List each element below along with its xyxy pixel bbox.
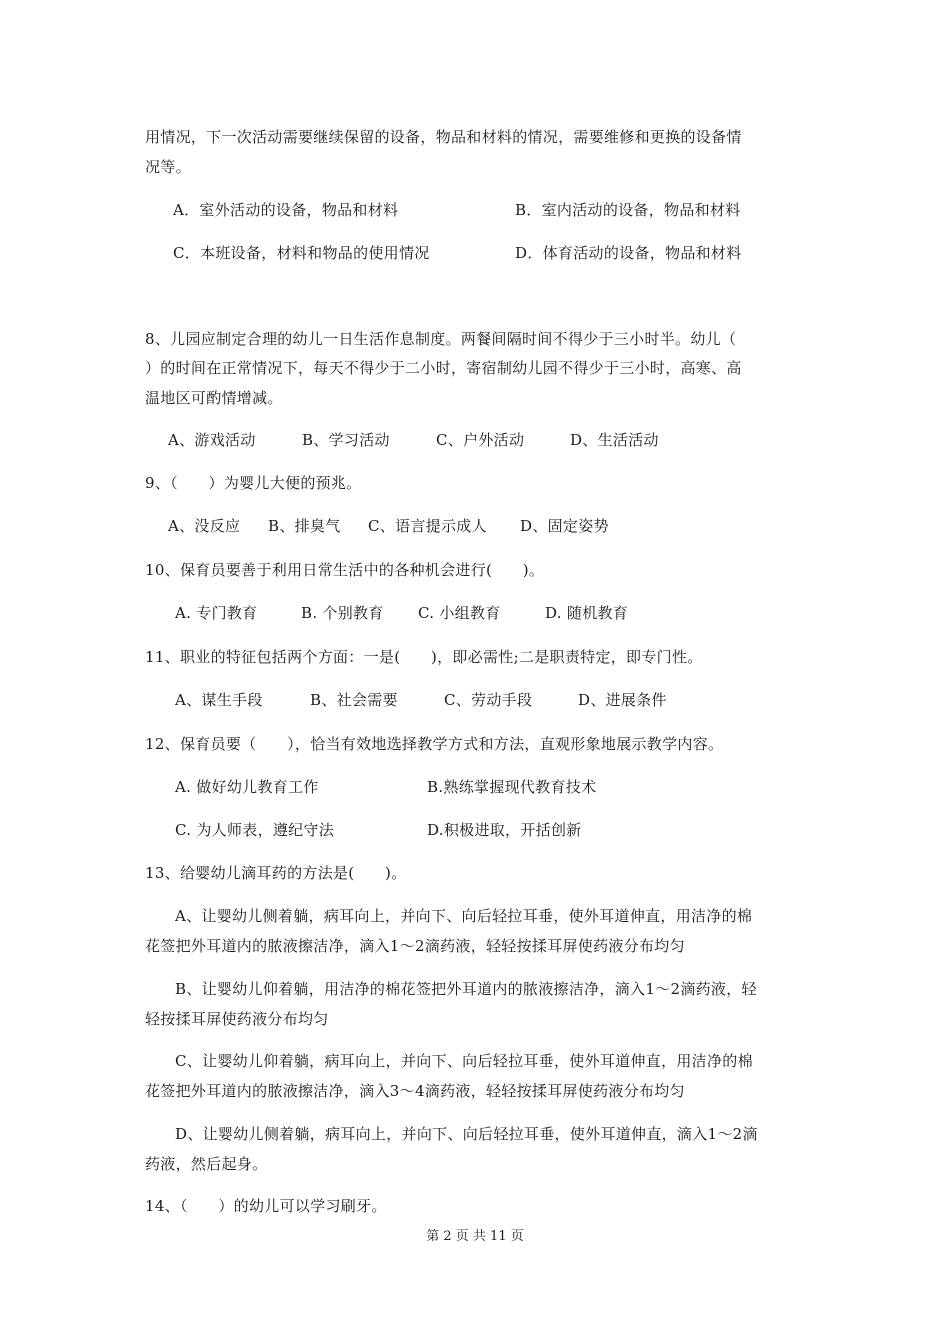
q13-option-d-line-1: D、让婴幼儿侧着躺，病耳向上，并向下、向后轻拉耳垂，使外耳道伸直，滴入1～2滴 — [175, 1125, 758, 1143]
q10-option-b: B. 个别教育 — [301, 604, 384, 622]
q13-stem: 13、给婴幼儿滴耳药的方法是( )。 — [145, 864, 407, 882]
q13-option-b-line-1: B、让婴幼儿仰着躺，用洁净的棉花签把外耳道内的脓液擦洁净，滴入1～2滴药液，轻 — [175, 980, 757, 998]
q11-option-d: D、进展条件 — [578, 691, 667, 709]
intro-line-1: 用情况，下一次活动需要继续保留的设备，物品和材料的情况，需要维修和更换的设备情 — [145, 128, 742, 146]
q8-option-a: A、游戏活动 — [168, 431, 256, 449]
q13-option-c-line-1: C、让婴幼儿仰着躺，病耳向上，并向下、向后轻拉耳垂，使外耳道伸直，用洁净的棉 — [175, 1052, 753, 1070]
q9-option-b: B、排臭气 — [268, 517, 341, 535]
q11-option-a: A、谋生手段 — [175, 691, 263, 709]
q14-stem: 14、（ ）的幼儿可以学习刷牙。 — [145, 1197, 387, 1215]
q8-stem-line-1: 8、儿园应制定合理的幼儿一日生活作息制度。两餐间隔时间不得少于三小时半。幼儿（ — [145, 330, 737, 348]
q8-option-d: D、生活活动 — [570, 431, 659, 449]
q13-option-b-line-2: 轻按揉耳屏使药液分布均匀 — [145, 1010, 329, 1028]
page-footer: 第 2 页 共 11 页 — [426, 1229, 524, 1244]
q9-stem: 9、（ ）为婴儿大便的预兆。 — [145, 474, 362, 492]
q12-option-c: C. 为人师表，遵纪守法 — [175, 821, 335, 839]
q12-stem: 12、保育员要（ ），恰当有效地选择教学方式和方法，直观形象地展示教学内容。 — [145, 735, 724, 753]
q8-stem-line-3: 温地区可酌情增减。 — [145, 389, 283, 407]
q8-option-b: B、学习活动 — [302, 431, 390, 449]
q10-stem: 10、保育员要善于利用日常生活中的各种机会进行( )。 — [145, 561, 545, 579]
q7-option-a: A．室外活动的设备，物品和材料 — [173, 201, 399, 219]
q13-option-c-line-2: 花签把外耳道内的脓液擦洁净，滴入3～4滴药液，轻轻按揉耳屏使药液分布均匀 — [145, 1082, 685, 1100]
q8-stem-line-2: ）的时间在正常情况下，每天不得少于二小时，寄宿制幼儿园不得少于三小时，高寒、高 — [145, 359, 742, 377]
q8-option-c: C、户外活动 — [436, 431, 525, 449]
q13-option-a-line-1: A、让婴幼儿侧着躺，病耳向上，并向下、向后轻拉耳垂，使外耳道伸直，用洁净的棉 — [175, 907, 753, 925]
q10-option-a: A. 专门教育 — [175, 604, 258, 622]
q9-option-c: C、语言提示成人 — [368, 517, 487, 535]
q10-option-c: C. 小组教育 — [418, 604, 501, 622]
q13-option-d-line-2: 药液，然后起身。 — [145, 1155, 268, 1173]
q7-option-b: B．室内活动的设备，物品和材料 — [515, 201, 741, 219]
q11-stem: 11、职业的特征包括两个方面：一是( )，即必需性;二是职责特定，即专门性。 — [145, 648, 703, 666]
q11-option-c: C、劳动手段 — [444, 691, 533, 709]
q9-option-d: D、固定姿势 — [520, 517, 609, 535]
intro-line-2: 况等。 — [145, 158, 191, 176]
q10-option-d: D. 随机教育 — [545, 604, 629, 622]
q12-option-a: A. 做好幼儿教育工作 — [175, 778, 319, 796]
q13-option-a-line-2: 花签把外耳道内的脓液擦洁净，滴入1～2滴药液，轻轻按揉耳屏使药液分布均匀 — [145, 937, 685, 955]
q7-option-c: C．本班设备，材料和物品的使用情况 — [173, 244, 430, 262]
q9-option-a: A、没反应 — [168, 517, 241, 535]
q11-option-b: B、社会需要 — [310, 691, 398, 709]
q12-option-d: D.积极进取，开括创新 — [427, 821, 582, 839]
q7-option-d: D．体育活动的设备，物品和材料 — [515, 244, 742, 262]
q12-option-b: B.熟练掌握现代教育技术 — [427, 778, 597, 796]
